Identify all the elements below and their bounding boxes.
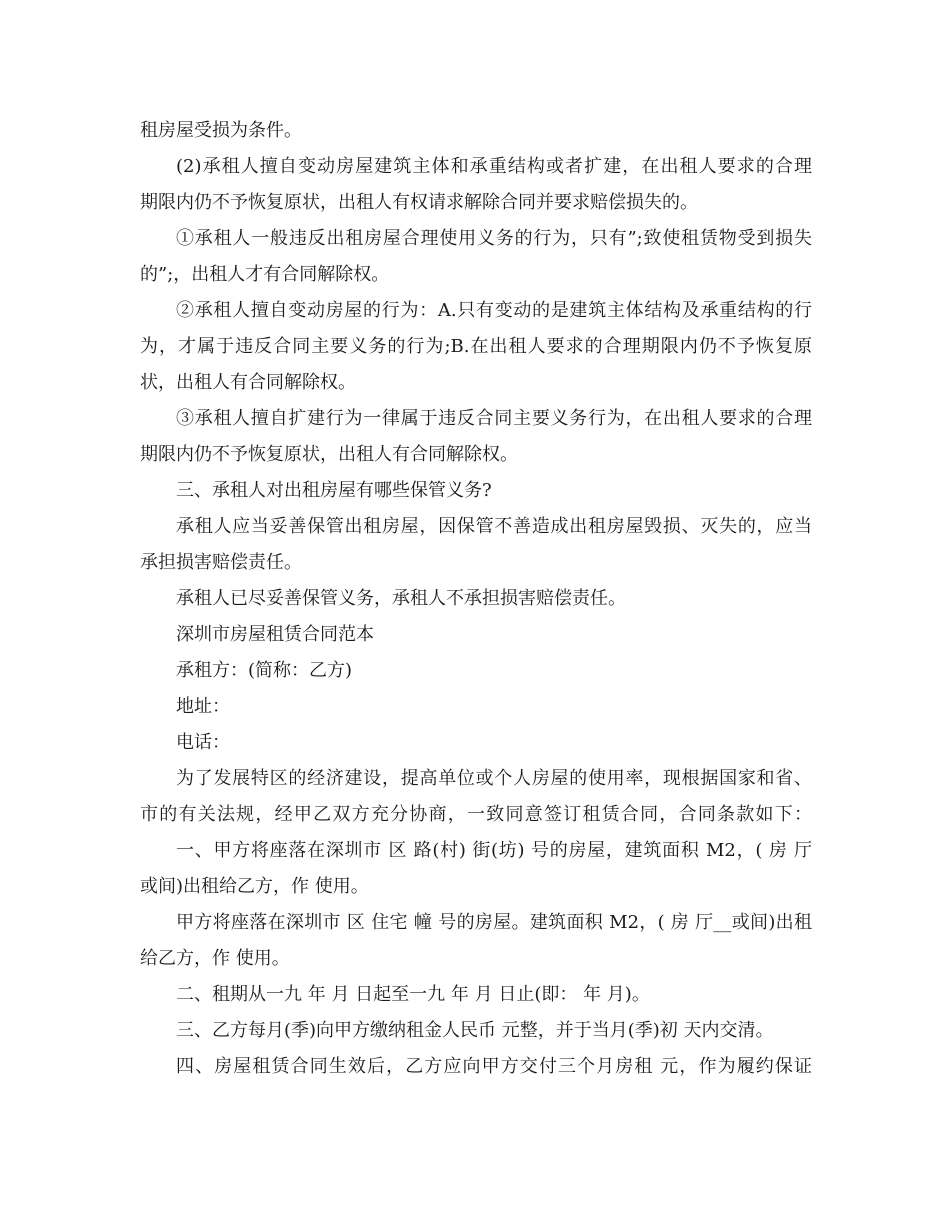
text-line: 市的有关法规，经甲乙双方充分协商，一致同意签订租赁合同，合同条款如下： bbox=[140, 804, 812, 825]
text-line: 承担损害赔偿责任。 bbox=[140, 552, 302, 573]
text-line: 一、甲方将座落在深圳市 区 路(村) 街(坊) 号的房屋，建筑面积 M2，( 房 厅 bbox=[176, 840, 812, 861]
text-line: 承租人应当妥善保管出租房屋，因保管不善造成出租房屋毁损、灭失的，应当 bbox=[176, 516, 812, 537]
text-line: 二、租期从一九 年 月 日起至一九 年 月 日止(即： 年 月)。 bbox=[176, 984, 650, 1005]
text-line: 为，才属于违反合同主要义务的行为;B.在出租人要求的合理期限内仍不予恢复原 bbox=[140, 336, 812, 357]
text-line: 为了发展特区的经济建设，提高单位或个人房屋的使用率，现根据国家和省、 bbox=[176, 768, 812, 789]
text-line: 地址： bbox=[176, 696, 230, 717]
text-line: ③承租人擅自扩建行为一律属于违反合同主要义务行为，在出租人要求的合理 bbox=[176, 408, 812, 429]
text-line: 承租人已尽妥善保管义务，承租人不承担损害赔偿责任。 bbox=[176, 588, 626, 609]
text-line: 承租方：(简称：乙方) bbox=[176, 660, 353, 681]
text-line: 的”;，出租人才有合同解除权。 bbox=[140, 264, 390, 285]
text-line: 给乙方，作 使用。 bbox=[140, 948, 290, 969]
document-body bbox=[140, 113, 812, 1085]
text-line: 四、房屋租赁合同生效后，乙方应向甲方交付三个月房租 元，作为履约保证 bbox=[176, 1056, 812, 1077]
text-line: 三、乙方每月(季)向甲方缴纳租金人民币 元整，并于当月(季)初 天内交清。 bbox=[176, 1020, 774, 1041]
text-line: 状，出租人有合同解除权。 bbox=[140, 372, 356, 393]
text-line: ①承租人一般违反出租房屋合理使用义务的行为，只有”;致使租赁物受到损失 bbox=[176, 228, 812, 249]
text-line: 期限内仍不予恢复原状，出租人有合同解除权。 bbox=[140, 444, 518, 465]
text-line: 深圳市房屋租赁合同范本 bbox=[176, 624, 374, 645]
text-line: 三、承租人对出租房屋有哪些保管义务? bbox=[176, 480, 492, 501]
text-line: 租房屋受损为条件。 bbox=[140, 120, 302, 141]
text-line: 期限内仍不予恢复原状，出租人有权请求解除合同并要求赔偿损失的。 bbox=[140, 192, 698, 213]
text-line: 甲方将座落在深圳市 区 住宅 幢 号的房屋。建筑面积 M2，( 房 厅__或间)出租 bbox=[176, 912, 812, 933]
text-line: (2)承租人擅自变动房屋建筑主体和承重结构或者扩建，在出租人要求的合理 bbox=[176, 156, 812, 177]
text-line: ②承租人擅自变动房屋的行为：A.只有变动的是建筑主体结构及承重结构的行 bbox=[176, 300, 812, 321]
text-line: 或间)出租给乙方，作 使用。 bbox=[140, 876, 369, 897]
text-line: 电话： bbox=[176, 732, 230, 753]
